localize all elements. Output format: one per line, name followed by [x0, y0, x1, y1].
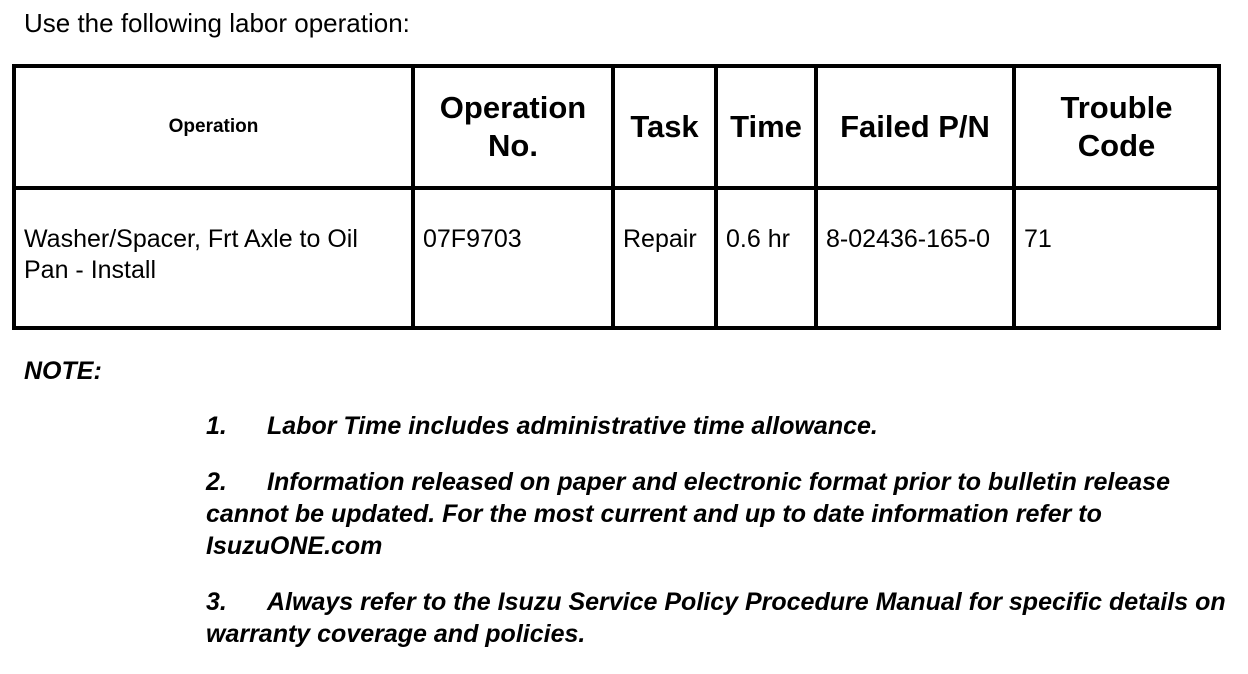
cell-operation: Washer/Spacer, Frt Axle to Oil Pan - Install	[14, 188, 413, 328]
note-text: Information released on paper and electronic format prior to bulletin release cannot be updated. For the most current and up to date information refer to IsuzuONE.com	[206, 468, 1170, 560]
intro-text: Use the following labor operation:	[24, 8, 410, 38]
header-failed-pn: Failed P/N	[816, 66, 1014, 188]
cell-task: Repair	[613, 188, 716, 328]
note-number: 1.	[206, 412, 227, 440]
cell-failed-pn: 8-02436-165-0	[816, 188, 1014, 328]
note-heading: NOTE:	[24, 357, 102, 385]
cell-time: 0.6 hr	[716, 188, 816, 328]
note-number: 2.	[206, 468, 227, 496]
table-row	[14, 188, 1219, 328]
cell-trouble-code: 71	[1014, 188, 1219, 328]
note-text: Labor Time includes administrative time allowance.	[267, 412, 878, 440]
note-item	[206, 466, 1226, 562]
note-item	[206, 410, 1226, 442]
note-item	[206, 586, 1226, 650]
header-time: Time	[716, 66, 816, 188]
header-trouble-code: Trouble Code	[1014, 66, 1219, 188]
header-task: Task	[613, 66, 716, 188]
note-number: 3.	[206, 588, 227, 616]
note-text: Always refer to the Isuzu Service Policy Procedure Manual for specific details on warranty coverage and policies.	[206, 588, 1226, 648]
header-operation: Operation	[14, 66, 413, 188]
cell-operation-no: 07F9703	[413, 188, 613, 328]
header-operation-no: Operation No.	[413, 66, 613, 188]
labor-operation-table	[12, 64, 1221, 330]
table-header-row	[14, 66, 1219, 188]
notes-list	[206, 410, 1226, 674]
